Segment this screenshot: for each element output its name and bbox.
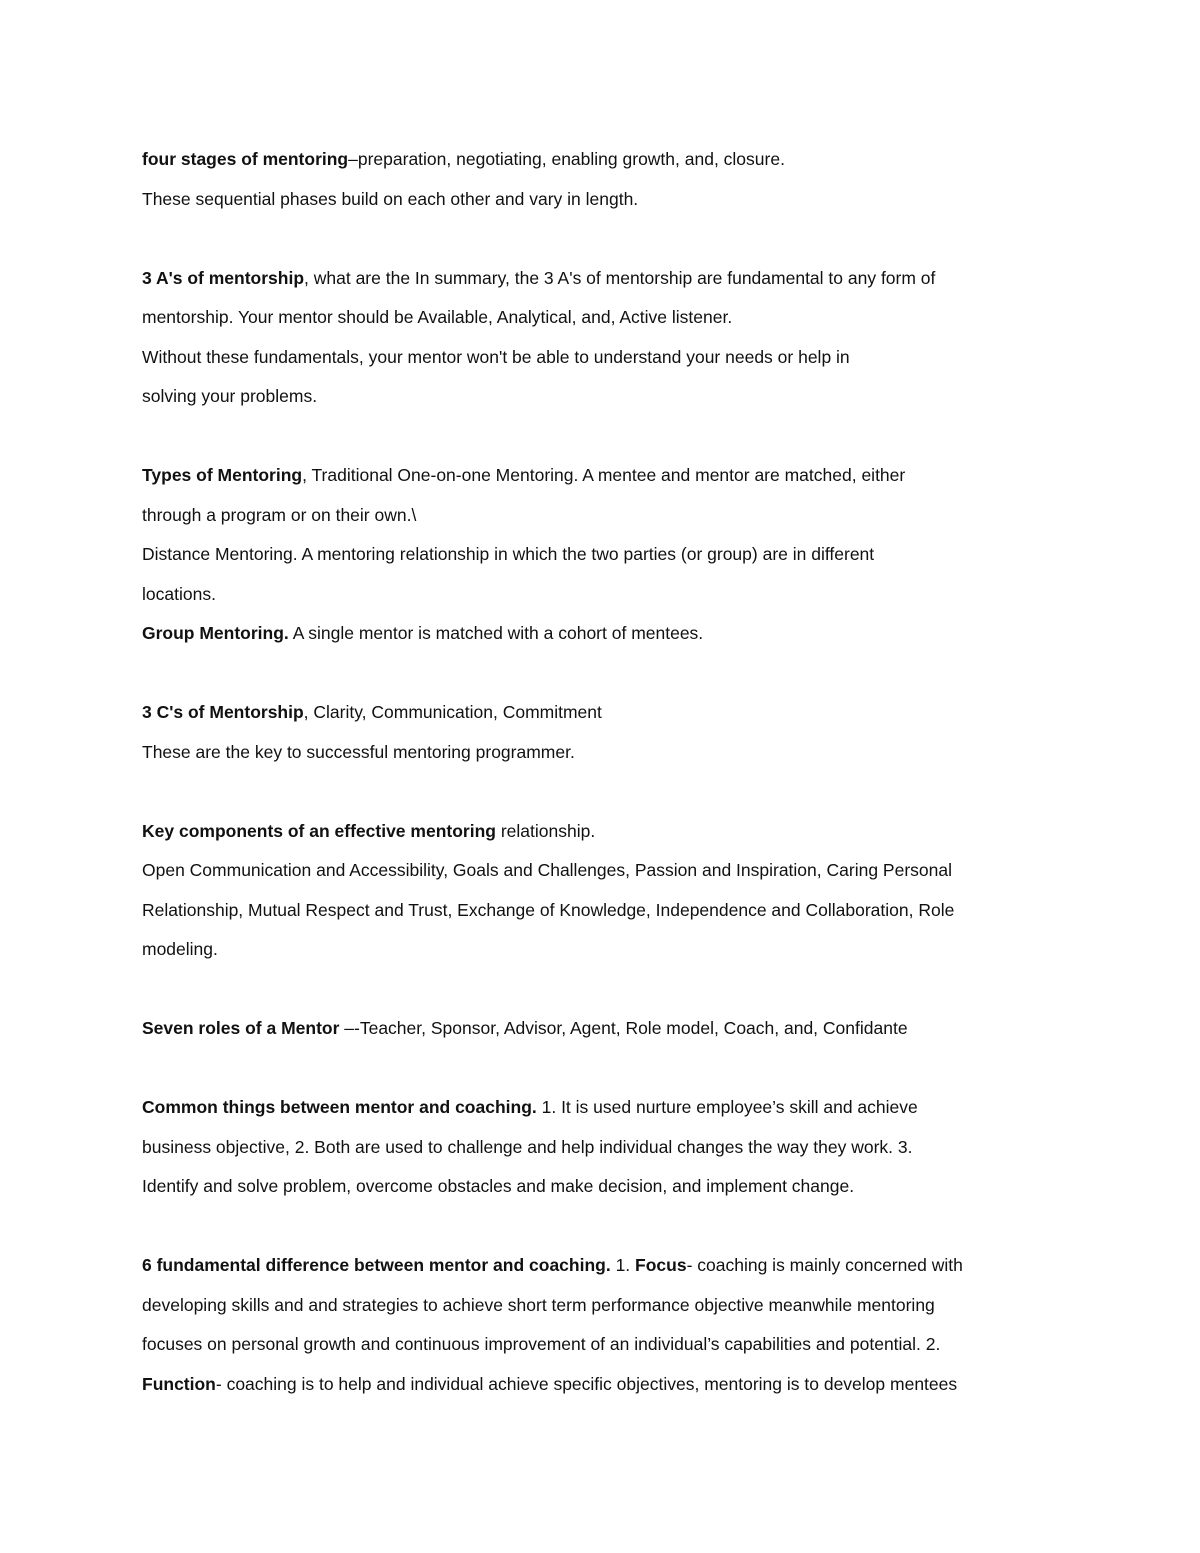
paragraph-line: business objective, 2. Both are used to challenge and help individual changes the way they work. 3. [142, 1136, 913, 1157]
inline-label-function: Function [142, 1373, 216, 1394]
subsection-heading: Group Mentoring. [142, 623, 289, 643]
inline-label-focus: Focus [635, 1255, 687, 1275]
paragraph-line: Relationship, Mutual Respect and Trust, Exchange of Knowledge, Independence and Collaboration, Role [142, 899, 955, 920]
paragraph-line: 3 C's of Mentorship, Clarity, Communication, Commitment [142, 702, 602, 722]
section-heading: four stages of mentoring [142, 149, 349, 169]
section-heading: Types of Mentoring [142, 465, 303, 485]
paragraph-line: 6 fundamental difference between mentor and coaching. 1. Focus- coaching is mainly concerned with [142, 1255, 963, 1275]
section-three-as [142, 259, 1062, 417]
section-heading: 3 A's of mentorship [142, 267, 305, 288]
paragraph-line: focuses on personal growth and continuous improvement of an individual’s capabilities and potential. 2. [142, 1334, 941, 1354]
paragraph-line: Types of Mentoring, Traditional One-on-one Mentoring. A mentee and mentor are matched, either [142, 465, 906, 485]
paragraph-line: Common things between mentor and coaching. 1. It is used nurture employee’s skill and achieve [142, 1097, 918, 1117]
paragraph-line: Open Communication and Accessibility, Goals and Challenges, Passion and Inspiration, Caring Personal [142, 860, 952, 880]
paragraph-line: Without these fundamentals, your mentor won't be able to understand your needs or help in [142, 346, 850, 367]
paragraph-line: These are the key to successful mentoring programmer. [142, 741, 575, 762]
paragraph-line: Group Mentoring. A single mentor is matched with a cohort of mentees. [142, 623, 704, 643]
paragraph-line: developing skills and and strategies to achieve short term performance objective meanwhile mentoring [142, 1294, 935, 1315]
section-key-components [142, 812, 1062, 970]
paragraph-line: solving your problems. [142, 386, 318, 406]
section-heading: Seven roles of a Mentor [142, 1018, 340, 1038]
paragraph-line: four stages of mentoring–preparation, negotiating, enabling growth, and, closure. [142, 149, 785, 169]
paragraph-line: Function- coaching is to help and individual achieve specific objectives, mentoring is to develop mentees [142, 1373, 958, 1394]
paragraph-line: locations. [142, 583, 216, 604]
section-heading: 6 fundamental difference between mentor and coaching. [142, 1255, 611, 1275]
paragraph-line: 3 A's of mentorship, what are the In summary, the 3 A's of mentorship are fundamental to any form of [142, 267, 936, 288]
section-types-of-mentoring [142, 456, 1062, 654]
section-differences [142, 1246, 1062, 1404]
paragraph-line: through a program or on their own.\ [142, 504, 417, 525]
section-four-stages [142, 140, 1062, 219]
section-common-things [142, 1088, 1062, 1207]
section-three-cs [142, 693, 1062, 772]
paragraph-line: mentorship. Your mentor should be Available, Analytical, and, Active listener. [142, 307, 733, 327]
paragraph-line: Key components of an effective mentoring relationship. [142, 820, 596, 841]
document-body [142, 140, 1062, 1444]
paragraph-line: modeling. [142, 939, 218, 959]
paragraph-line: Seven roles of a Mentor –-Teacher, Sponsor, Advisor, Agent, Role model, Coach, and, Confidante [142, 1018, 908, 1038]
paragraph-line: Distance Mentoring. A mentoring relationship in which the two parties (or group) are in different [142, 544, 875, 564]
section-heading: Common things between mentor and coaching. [142, 1097, 537, 1117]
section-seven-roles [142, 1009, 1062, 1049]
paragraph-line: These sequential phases build on each other and vary in length. [142, 188, 639, 209]
section-heading: 3 C's of Mentorship [142, 702, 304, 722]
paragraph-line: Identify and solve problem, overcome obstacles and make decision, and implement change. [142, 1176, 855, 1196]
section-heading: Key components of an effective mentoring [142, 820, 496, 841]
